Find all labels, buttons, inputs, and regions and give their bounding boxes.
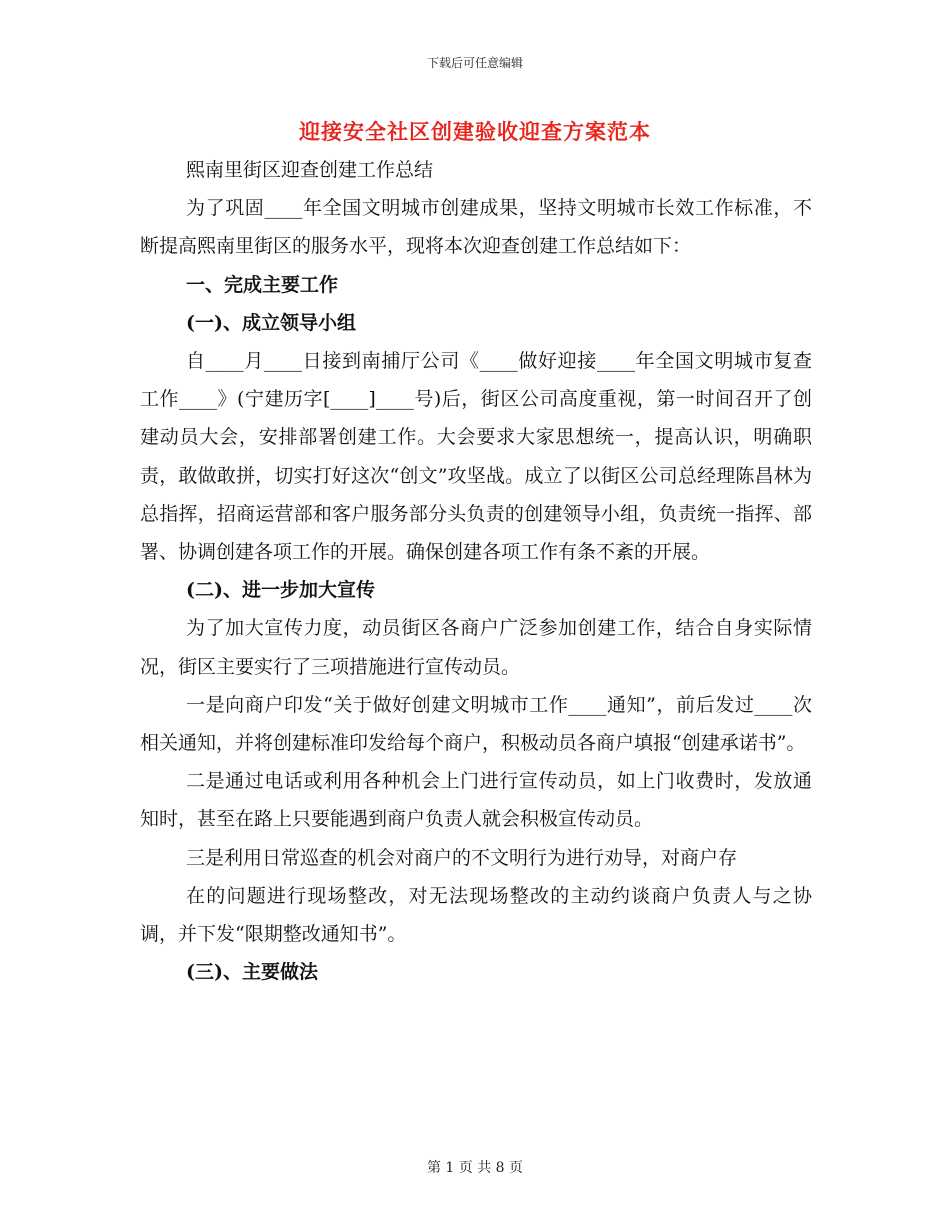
paragraph-measure-3-cont: 在的问题进行现场整改，对无法现场整改的主动约谈商户负责人与之协调，并下发“限期整改通知书”。 [140, 884, 812, 946]
subsection-heading-3: (三)、主要做法 [186, 961, 318, 984]
paragraph-measure-3: 三是利用日常巡查的机会对商户的不文明行为进行劝导，对商户存 [186, 846, 738, 869]
document-title: 迎接安全社区创建验收迎查方案范本 [299, 119, 651, 144]
paragraph-publicity: 为了加大宣传力度，动员街区各商户广泛参加创建工作，结合自身实际情况，街区主要实行了三项措施进行宣传动员。 [140, 617, 812, 678]
subsection-heading-1: (一)、成立领导小组 [186, 311, 356, 334]
section-heading-1: 一、完成主要工作 [186, 273, 339, 296]
paragraph-measure-2: 二是通过电话或利用各种机会上门进行宣传动员，如上门收费时，发放通知时，甚至在路上只要能遇到商户负责人就会积极宣传动员。 [140, 770, 812, 831]
paragraph-leadership: 自____月____日接到南捕厅公司《____做好迎接____年全国文明城市复查工作____》(宁建历字[____]____号)后，街区公司高度重视，第一时间召开了创建动员大会，安排部署创建工作。大会要求大家思想统一，提高认识，明确职责，敢做敢拼，切实打好这次“创文”攻坚战。成立了以街区公司总经理陈昌林为总指挥，招商运营部和客户服务部分头负责的创建领导小组，负责统一指挥、部署、协调创建各项工作的开展。确保创建各项工作有条不紊的开展。 [140, 350, 812, 564]
page-footer: 第 1 页 共 8 页 [426, 1160, 524, 1176]
subsection-heading-2: (二)、进一步加大宣传 [186, 579, 375, 602]
document-body [140, 151, 812, 991]
paragraph-intro: 为了巩固____年全国文明城市创建成果，坚持文明城市长效工作标准，不断提高熙南里街区的服务水平，现将本次迎查创建工作总结如下： [140, 197, 812, 258]
page-header: 下载后可任意编辑 [426, 56, 523, 70]
paragraph-measure-1: 一是向商户印发“关于做好创建文明城市工作____通知”，前后发过____次相关通知，并将创建标准印发给每个商户，积极动员各商户填报“创建承诺书”。 [140, 693, 812, 755]
paragraph-subtitle: 熙南里街区迎查创建工作总结 [186, 159, 434, 181]
